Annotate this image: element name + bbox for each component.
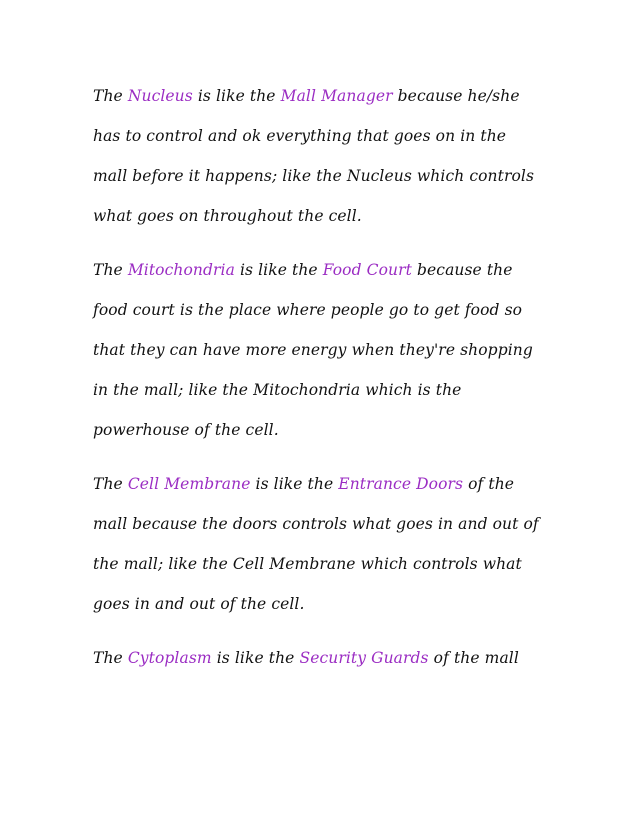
text-line xyxy=(93,544,563,584)
highlighted-term: Security Guards xyxy=(299,649,429,667)
paragraph xyxy=(93,76,563,236)
text-run: The xyxy=(93,649,128,667)
text-run: food court is the place where people go to get food so xyxy=(93,301,523,319)
text-run: is like the xyxy=(250,475,339,493)
text-line xyxy=(93,370,563,410)
text-run: The xyxy=(93,475,128,493)
text-line xyxy=(93,638,563,678)
paragraph xyxy=(93,638,563,678)
text-run: of the mall xyxy=(428,649,519,667)
text-run: has to control and ok everything that goes on in the xyxy=(93,127,507,145)
text-run: mall because the doors controls what goes in and out of xyxy=(93,515,539,533)
text-run: The xyxy=(93,87,128,105)
text-line xyxy=(93,196,563,236)
text-line xyxy=(93,250,563,290)
text-line xyxy=(93,584,563,624)
text-run: in the mall; like the Mitochondria which is the xyxy=(93,381,462,399)
text-run: is like the xyxy=(192,87,281,105)
text-run: mall before it happens; like the Nucleus which controls xyxy=(93,167,535,185)
text-run: is like the xyxy=(234,261,323,279)
text-line xyxy=(93,116,563,156)
text-line xyxy=(93,504,563,544)
text-line xyxy=(93,76,563,116)
document-body xyxy=(93,76,563,692)
text-run: of the xyxy=(463,475,515,493)
text-run: the mall; like the Cell Membrane which controls what xyxy=(93,555,522,573)
text-line xyxy=(93,410,563,450)
highlighted-term: Cytoplasm xyxy=(127,649,212,667)
highlighted-term: Food Court xyxy=(322,261,412,279)
text-run: that they can have more energy when they're shopping xyxy=(93,341,533,359)
text-run: The xyxy=(93,261,128,279)
highlighted-term: Nucleus xyxy=(127,87,193,105)
text-run: is like the xyxy=(211,649,300,667)
text-line xyxy=(93,464,563,504)
text-line xyxy=(93,330,563,370)
text-run: because the xyxy=(411,261,513,279)
highlighted-term: Mitochondria xyxy=(127,261,235,279)
paragraph xyxy=(93,250,563,450)
highlighted-term: Cell Membrane xyxy=(127,475,251,493)
text-run: powerhouse of the cell. xyxy=(93,421,279,439)
highlighted-term: Entrance Doors xyxy=(338,475,464,493)
text-line xyxy=(93,290,563,330)
text-line xyxy=(93,156,563,196)
text-run: because he/she xyxy=(392,87,520,105)
text-run: what goes on throughout the cell. xyxy=(93,207,362,225)
text-run: goes in and out of the cell. xyxy=(93,595,305,613)
highlighted-term: Mall Manager xyxy=(280,87,393,105)
paragraph xyxy=(93,464,563,624)
